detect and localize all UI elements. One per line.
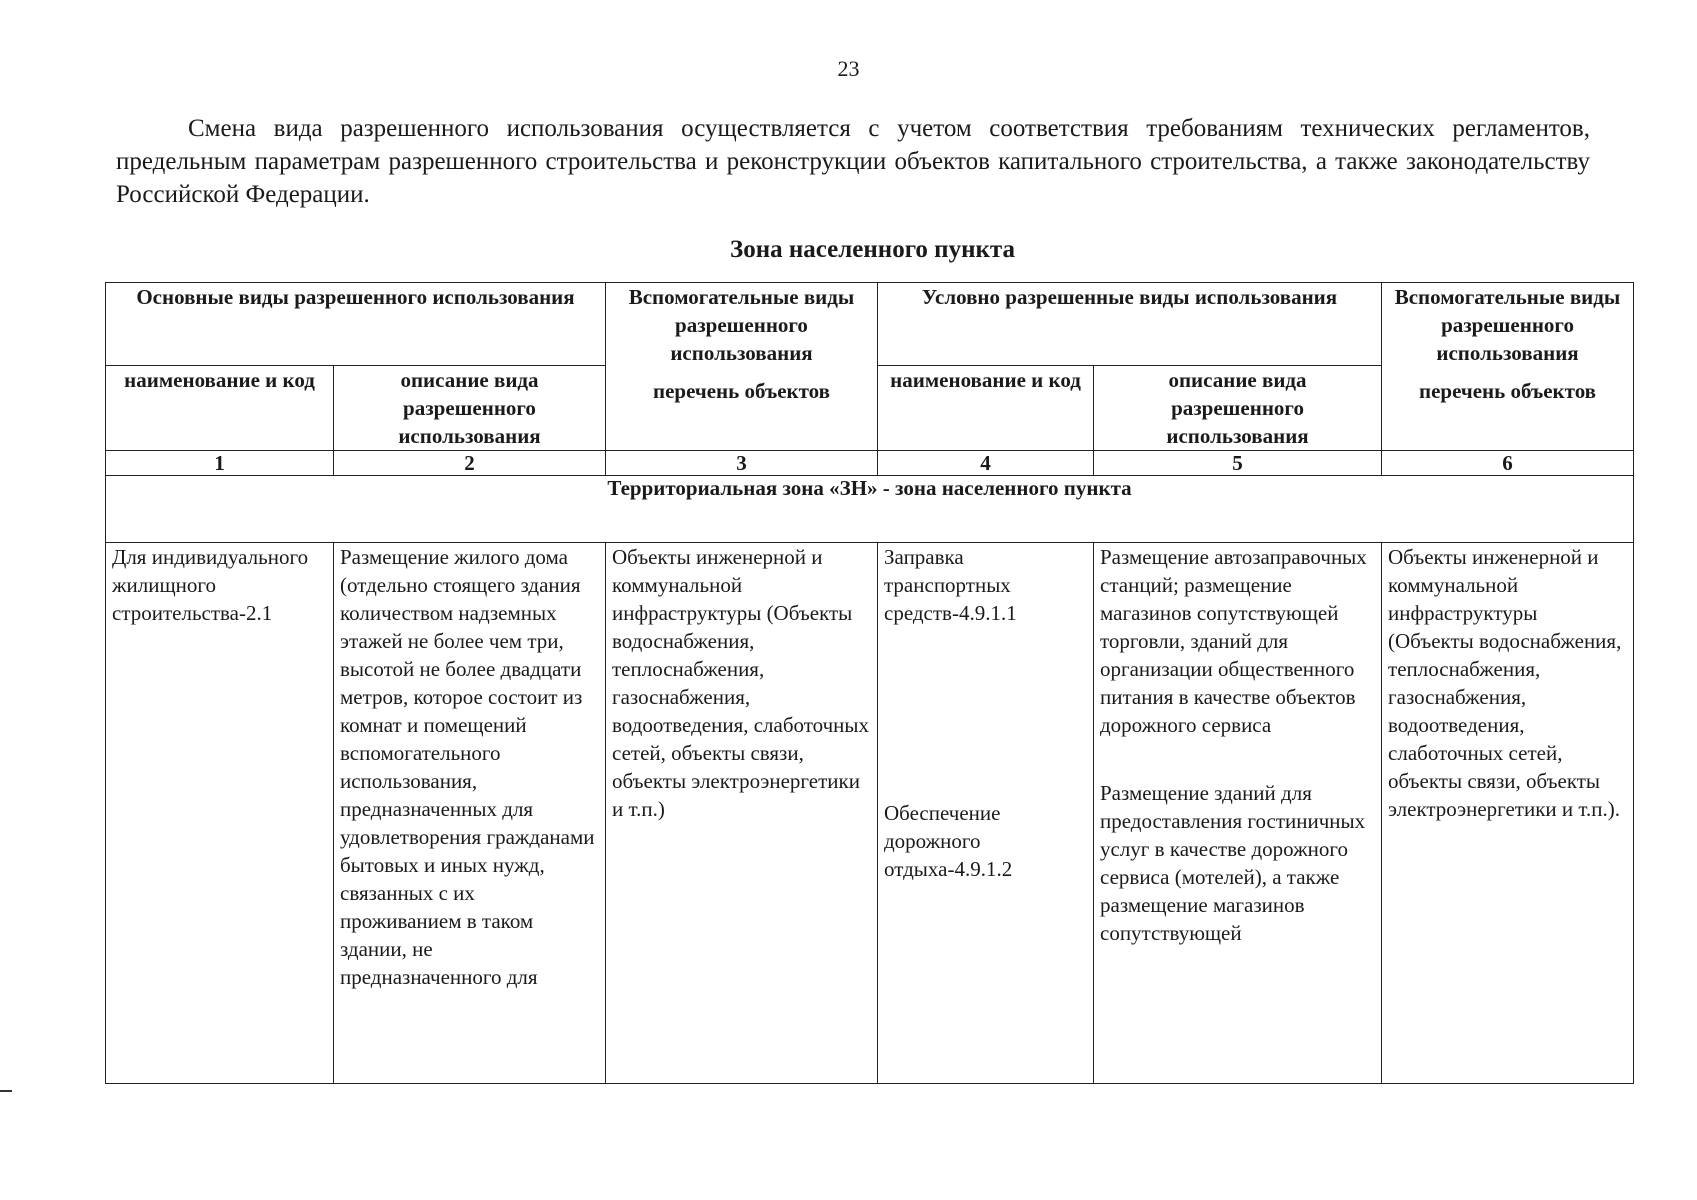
column-number: 5	[1094, 451, 1382, 476]
zone-row	[106, 476, 1634, 543]
header-auxiliary-uses-label: Вспомогательные виды разрешенного использования	[628, 285, 855, 365]
header-auxiliary-uses-2-label: Вспомогательные виды разрешенного использования	[1394, 285, 1621, 365]
header-auxiliary-uses	[606, 283, 878, 451]
column-number: 2	[334, 451, 606, 476]
cell-objects: Объекты инженерной и коммунальной инфраструктуры (Объекты водоснабжения, теплоснабжения, газоснабжения, водоотведения, слаботочных сетей, объекты связи, объекты электроэнергетики и т.п.)	[606, 543, 878, 1084]
header-auxiliary-uses-2	[1382, 283, 1634, 451]
cell-description: Размещение жилого дома (отдельно стоящего здания количеством надземных этажей не более чем три, высотой не более двадцати метров, которое состоит из комнат и помещений вспомогательного использования, предназначенных для удовлетворения гражданами бытовых и иных нужд, связанных с их проживанием в таком здании, не предназначенного для	[334, 543, 606, 1084]
spacer	[884, 627, 1087, 799]
subheader-description-2: описание вида разрешенного использования	[1094, 366, 1382, 451]
subheader-description: описание вида разрешенного использования	[334, 366, 606, 451]
spacer	[1100, 739, 1375, 779]
cell-conditional-description	[1094, 543, 1382, 1084]
conditional-use-fuel: Заправка транспортных средств-4.9.1.1	[884, 545, 1017, 625]
conditional-use-rest: Обеспечение дорожного отдыха-4.9.1.2	[884, 801, 1013, 881]
header-objects-list-2: перечень объектов	[1419, 379, 1597, 403]
section-title: Зона населенного пункта	[730, 236, 1015, 263]
intro-paragraph: Смена вида разрешенного использования осуществляется с учетом соответствия требованиям технических регламентов, предельным параметрам разрешенного строительства и реконструкции объектов капитального строительства, а также законодательству Российской Федерации.	[116, 115, 1590, 208]
cell-name-code: Для индивидуального жилищного строительства-2.1	[106, 543, 334, 1084]
subheader-name-code: наименование и код	[106, 366, 334, 451]
conditional-desc-fuel: Размещение автозаправочных станций; размещение магазинов сопутствующей торговли, зданий для организации общественного питания в качестве объектов дорожного сервиса	[1100, 545, 1367, 737]
margin-mark	[0, 1090, 12, 1092]
zoning-table	[105, 282, 1634, 1084]
column-number: 3	[606, 451, 878, 476]
column-number: 6	[1382, 451, 1634, 476]
page-number: 23	[837, 56, 860, 81]
cell-conditional-name-code	[878, 543, 1094, 1084]
column-number: 4	[878, 451, 1094, 476]
header-objects-list: перечень объектов	[652, 379, 830, 403]
cell-objects-2: Объекты инженерной и коммунальной инфраструктуры (Объекты водоснабжения, теплоснабжения, газоснабжения, водоотведения, слаботочных сетей, объекты связи, объекты электроэнергетики и т.п.).	[1382, 543, 1634, 1084]
table-row	[106, 543, 1634, 1084]
conditional-desc-rest: Размещение зданий для предоставления гостиничных услуг в качестве дорожного сервиса (мотелей), а также размещение магазинов сопутствующей	[1100, 781, 1366, 945]
header-conditional-uses: Условно разрешенные виды использования	[878, 283, 1382, 366]
header-main-uses: Основные виды разрешенного использования	[106, 283, 606, 366]
column-number: 1	[106, 451, 334, 476]
subheader-name-code-2: наименование и код	[878, 366, 1094, 451]
group-header-row	[106, 283, 1634, 366]
zone-title: Территориальная зона «ЗН» - зона населенного пункта	[106, 476, 1634, 543]
column-number-row	[106, 451, 1634, 476]
